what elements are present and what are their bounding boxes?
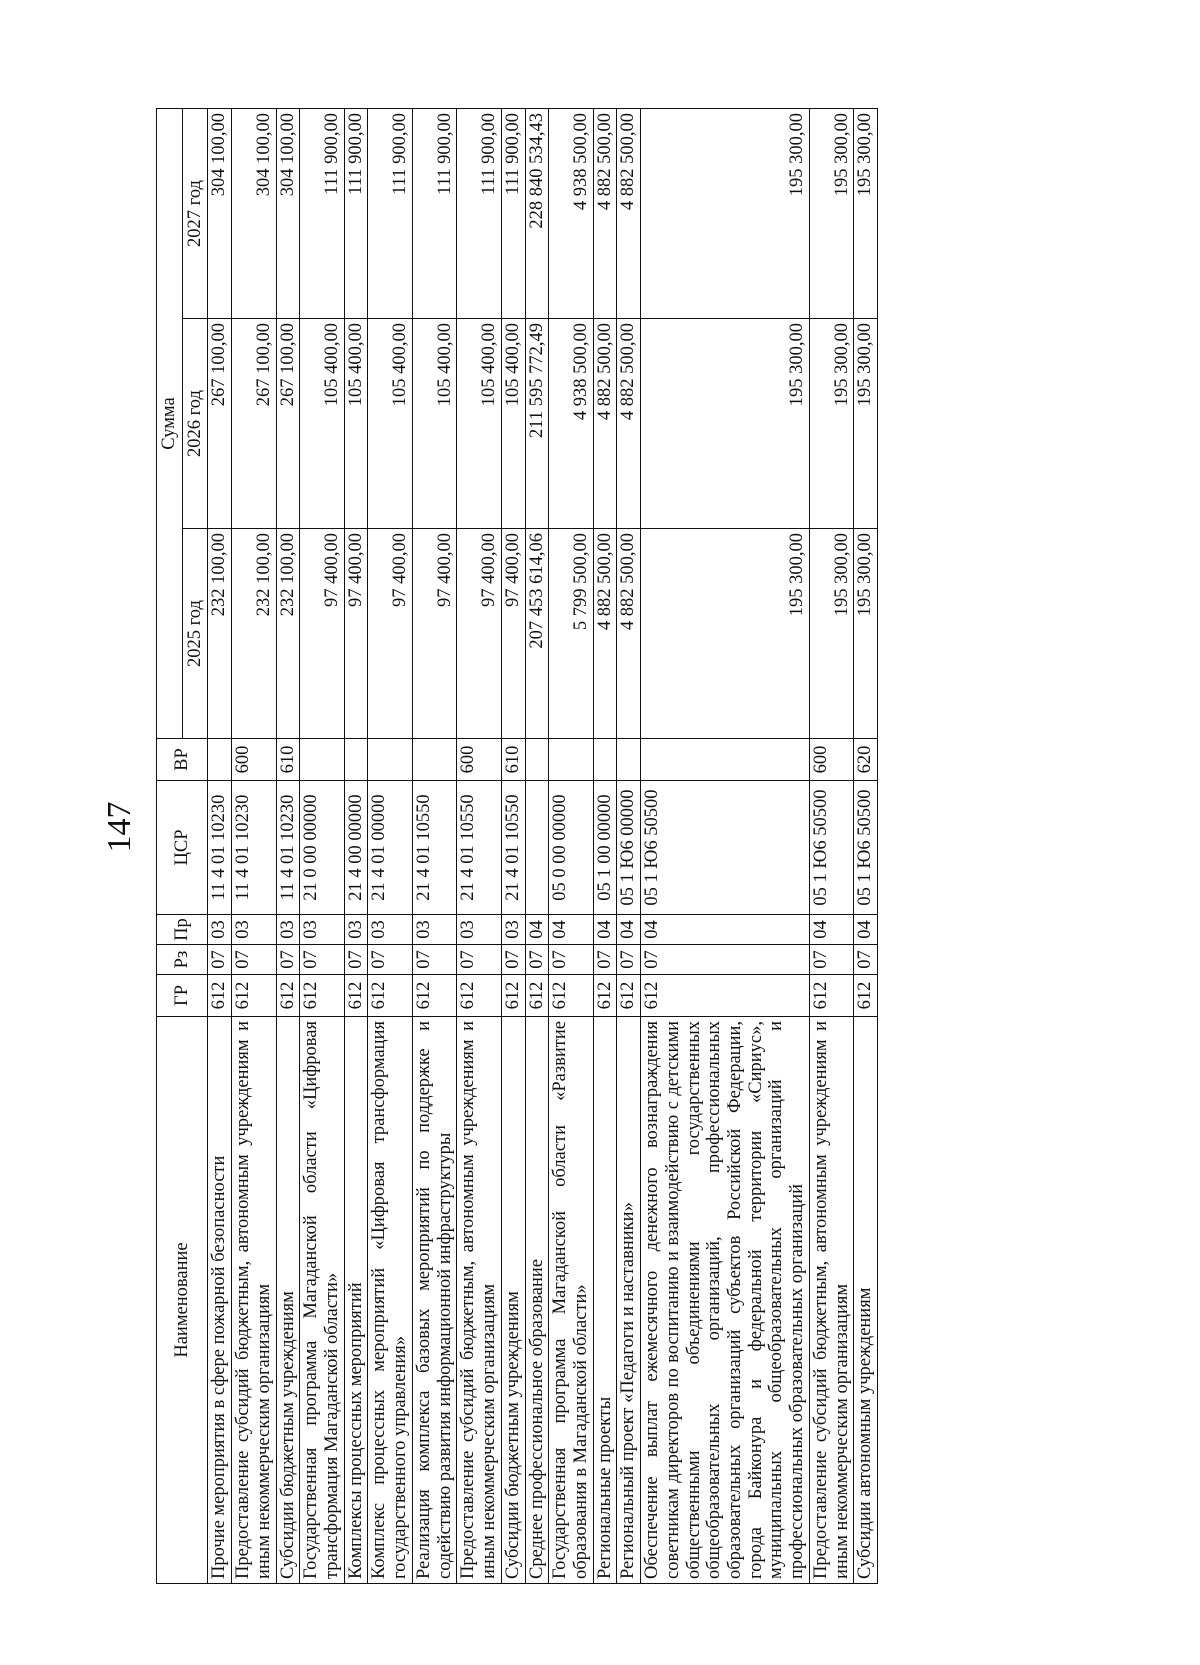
cell-gr: 612 bbox=[641, 975, 810, 1017]
cell-csr: 21 4 01 10550 bbox=[501, 781, 525, 915]
cell-vr bbox=[525, 739, 549, 781]
cell-csr: 21 4 01 00000 bbox=[368, 781, 412, 915]
cell-gr: 612 bbox=[593, 975, 617, 1017]
cell-pr: 03 bbox=[344, 915, 368, 945]
cell-csr: 21 4 00 00000 bbox=[344, 781, 368, 915]
cell-gr: 612 bbox=[300, 975, 344, 1017]
cell-vr: 620 bbox=[854, 739, 878, 781]
cell-pr: 03 bbox=[232, 915, 276, 945]
cell-rz: 07 bbox=[276, 945, 300, 975]
cell-csr: 11 4 01 10230 bbox=[276, 781, 300, 915]
cell-csr: 21 0 00 00000 bbox=[300, 781, 344, 915]
cell-rz: 07 bbox=[412, 945, 456, 975]
table-row bbox=[854, 108, 878, 1583]
cell-2027: 195 300,00 bbox=[641, 108, 810, 318]
cell-2025: 232 100,00 bbox=[232, 529, 276, 739]
cell-gr: 612 bbox=[344, 975, 368, 1017]
cell-gr: 612 bbox=[276, 975, 300, 1017]
cell-pr: 03 bbox=[300, 915, 344, 945]
table-row bbox=[412, 108, 456, 1583]
cell-2027: 111 900,00 bbox=[501, 108, 525, 318]
cell-name: Государственная программа Магаданской области «Развитие образования в Магаданской области» bbox=[549, 1017, 593, 1584]
cell-name: Государственная программа Магаданской области «Цифровая трансформация Магаданской области» bbox=[300, 1017, 344, 1584]
cell-pr: 04 bbox=[525, 915, 549, 945]
cell-gr: 612 bbox=[457, 975, 501, 1017]
cell-name: Предоставление субсидий бюджетным, автономным учреждениям и иным некоммерческим организациям bbox=[232, 1017, 276, 1584]
table-row bbox=[368, 108, 412, 1583]
cell-pr: 04 bbox=[617, 915, 641, 945]
cell-2025: 232 100,00 bbox=[276, 529, 300, 739]
cell-2027: 4 938 500,00 bbox=[549, 108, 593, 318]
cell-rz: 07 bbox=[501, 945, 525, 975]
table-row bbox=[344, 108, 368, 1583]
cell-2026: 195 300,00 bbox=[854, 319, 878, 529]
cell-vr bbox=[344, 739, 368, 781]
cell-2025: 97 400,00 bbox=[344, 529, 368, 739]
cell-2026: 105 400,00 bbox=[300, 319, 344, 529]
cell-pr: 04 bbox=[809, 915, 853, 945]
cell-2027: 111 900,00 bbox=[300, 108, 344, 318]
table-row bbox=[641, 108, 810, 1583]
cell-gr: 612 bbox=[854, 975, 878, 1017]
cell-rz: 07 bbox=[641, 945, 810, 975]
cell-name: Среднее профессиональное образование bbox=[525, 1017, 549, 1584]
cell-2026: 267 100,00 bbox=[208, 319, 232, 529]
cell-csr: 05 1 Ю6 50500 bbox=[641, 781, 810, 915]
header-name: Наименование bbox=[157, 1017, 208, 1584]
cell-csr: 21 4 01 10550 bbox=[457, 781, 501, 915]
cell-2027: 4 882 500,00 bbox=[593, 108, 617, 318]
table-row bbox=[617, 108, 641, 1583]
cell-csr bbox=[525, 781, 549, 915]
table-row bbox=[809, 108, 853, 1583]
cell-name: Комплексы процессных мероприятий bbox=[344, 1017, 368, 1584]
cell-rz: 07 bbox=[208, 945, 232, 975]
cell-rz: 07 bbox=[809, 945, 853, 975]
cell-gr: 612 bbox=[208, 975, 232, 1017]
cell-rz: 07 bbox=[854, 945, 878, 975]
header-2025: 2025 год bbox=[182, 529, 208, 739]
cell-name: Обеспечение выплат ежемесячного денежного вознаграждения советникам директоров по воспитанию и взаимодействию с детскими общественными объединениями государственных общеобразовательных организаций, профессиональных образовательных организаций субъектов Российской Федерации, города Байконура и федеральной территории «Сириус», муниципальных общеобразовательных организаций и профессиональных образовательных организаций bbox=[641, 1017, 810, 1584]
cell-gr: 612 bbox=[501, 975, 525, 1017]
cell-pr: 03 bbox=[501, 915, 525, 945]
cell-2025: 195 300,00 bbox=[809, 529, 853, 739]
cell-2025: 5 799 500,00 bbox=[549, 529, 593, 739]
cell-2027: 4 882 500,00 bbox=[617, 108, 641, 318]
cell-rz: 07 bbox=[549, 945, 593, 975]
cell-2026: 105 400,00 bbox=[501, 319, 525, 529]
cell-name: Реализация комплекса базовых мероприятий по поддержке и содействию развития информационной инфраструктуры bbox=[412, 1017, 456, 1584]
cell-pr: 04 bbox=[854, 915, 878, 945]
cell-2025: 4 882 500,00 bbox=[593, 529, 617, 739]
cell-csr: 05 0 00 00000 bbox=[549, 781, 593, 915]
cell-rz: 07 bbox=[344, 945, 368, 975]
cell-2027: 304 100,00 bbox=[208, 108, 232, 318]
cell-vr: 610 bbox=[276, 739, 300, 781]
cell-csr: 11 4 01 10230 bbox=[232, 781, 276, 915]
cell-vr: 600 bbox=[232, 739, 276, 781]
cell-csr: 05 1 Ю6 00000 bbox=[617, 781, 641, 915]
cell-rz: 07 bbox=[617, 945, 641, 975]
header-rz: Рз bbox=[157, 945, 208, 975]
cell-2027: 304 100,00 bbox=[232, 108, 276, 318]
table-row bbox=[593, 108, 617, 1583]
table-row bbox=[549, 108, 593, 1583]
cell-pr: 03 bbox=[368, 915, 412, 945]
cell-name: Региональные проекты bbox=[593, 1017, 617, 1584]
header-csr: ЦСР bbox=[157, 781, 208, 915]
cell-gr: 612 bbox=[412, 975, 456, 1017]
table-row bbox=[232, 108, 276, 1583]
cell-name: Прочие мероприятия в сфере пожарной безопасности bbox=[208, 1017, 232, 1584]
cell-2027: 111 900,00 bbox=[344, 108, 368, 318]
rotated-table-container bbox=[156, 109, 1056, 1584]
table-row bbox=[208, 108, 232, 1583]
cell-2025: 195 300,00 bbox=[854, 529, 878, 739]
cell-name: Комплекс процессных мероприятий «Цифровая трансформация государственного управления» bbox=[368, 1017, 412, 1584]
cell-vr: 610 bbox=[501, 739, 525, 781]
cell-csr: 21 4 01 10550 bbox=[412, 781, 456, 915]
cell-2026: 211 595 772,49 bbox=[525, 319, 549, 529]
cell-2025: 207 453 614,06 bbox=[525, 529, 549, 739]
cell-name: Субсидии бюджетным учреждениям bbox=[276, 1017, 300, 1584]
cell-pr: 04 bbox=[549, 915, 593, 945]
cell-2025: 4 882 500,00 bbox=[617, 529, 641, 739]
cell-rz: 07 bbox=[525, 945, 549, 975]
cell-vr bbox=[300, 739, 344, 781]
header-2026: 2026 год bbox=[182, 319, 208, 529]
cell-rz: 07 bbox=[232, 945, 276, 975]
cell-rz: 07 bbox=[593, 945, 617, 975]
cell-rz: 07 bbox=[457, 945, 501, 975]
cell-2026: 4 882 500,00 bbox=[617, 319, 641, 529]
cell-pr: 03 bbox=[412, 915, 456, 945]
cell-2025: 97 400,00 bbox=[457, 529, 501, 739]
cell-2026: 105 400,00 bbox=[344, 319, 368, 529]
cell-vr bbox=[208, 739, 232, 781]
cell-2026: 195 300,00 bbox=[641, 319, 810, 529]
cell-2025: 195 300,00 bbox=[641, 529, 810, 739]
cell-vr bbox=[641, 739, 810, 781]
cell-vr bbox=[412, 739, 456, 781]
cell-rz: 07 bbox=[368, 945, 412, 975]
cell-csr: 05 1 Ю6 50500 bbox=[809, 781, 853, 915]
cell-2027: 111 900,00 bbox=[412, 108, 456, 318]
cell-2025: 97 400,00 bbox=[501, 529, 525, 739]
table-row bbox=[276, 108, 300, 1583]
cell-pr: 03 bbox=[457, 915, 501, 945]
page-number: 147 bbox=[101, 801, 138, 853]
cell-gr: 612 bbox=[525, 975, 549, 1017]
table-row bbox=[300, 108, 344, 1583]
header-pr: Пр bbox=[157, 915, 208, 945]
cell-name: Субсидии автономным учреждениям bbox=[854, 1017, 878, 1584]
cell-rz: 07 bbox=[300, 945, 344, 975]
cell-vr: 600 bbox=[809, 739, 853, 781]
cell-2026: 105 400,00 bbox=[412, 319, 456, 529]
cell-2026: 267 100,00 bbox=[276, 319, 300, 529]
cell-vr bbox=[368, 739, 412, 781]
cell-2026: 267 100,00 bbox=[232, 319, 276, 529]
cell-gr: 612 bbox=[617, 975, 641, 1017]
table-row bbox=[525, 108, 549, 1583]
cell-gr: 612 bbox=[809, 975, 853, 1017]
cell-name: Предоставление субсидий бюджетным, автономным учреждениям и иным некоммерческим организациям bbox=[457, 1017, 501, 1584]
cell-vr: 600 bbox=[457, 739, 501, 781]
cell-pr: 04 bbox=[593, 915, 617, 945]
cell-2025: 97 400,00 bbox=[300, 529, 344, 739]
cell-vr bbox=[549, 739, 593, 781]
cell-2027: 228 840 534,43 bbox=[525, 108, 549, 318]
cell-vr bbox=[593, 739, 617, 781]
table-row bbox=[457, 108, 501, 1583]
cell-2027: 304 100,00 bbox=[276, 108, 300, 318]
cell-name: Субсидии бюджетным учреждениям bbox=[501, 1017, 525, 1584]
cell-csr: 05 1 00 00000 bbox=[593, 781, 617, 915]
cell-csr: 05 1 Ю6 50500 bbox=[854, 781, 878, 915]
header-vr: ВР bbox=[157, 739, 208, 781]
cell-2026: 105 400,00 bbox=[368, 319, 412, 529]
cell-2027: 195 300,00 bbox=[854, 108, 878, 318]
cell-pr: 03 bbox=[276, 915, 300, 945]
cell-vr bbox=[617, 739, 641, 781]
cell-2026: 4 882 500,00 bbox=[593, 319, 617, 529]
cell-2026: 105 400,00 bbox=[457, 319, 501, 529]
cell-2027: 111 900,00 bbox=[368, 108, 412, 318]
table-row bbox=[501, 108, 525, 1583]
cell-2025: 97 400,00 bbox=[368, 529, 412, 739]
cell-pr: 04 bbox=[641, 915, 810, 945]
budget-table bbox=[156, 108, 878, 1584]
cell-gr: 612 bbox=[232, 975, 276, 1017]
table-body bbox=[208, 108, 878, 1583]
cell-2027: 195 300,00 bbox=[809, 108, 853, 318]
cell-gr: 612 bbox=[368, 975, 412, 1017]
cell-2025: 232 100,00 bbox=[208, 529, 232, 739]
cell-2026: 4 938 500,00 bbox=[549, 319, 593, 529]
header-sum: Сумма bbox=[157, 108, 183, 738]
cell-2026: 195 300,00 bbox=[809, 319, 853, 529]
cell-csr: 11 4 01 10230 bbox=[208, 781, 232, 915]
header-gr: ГР bbox=[157, 975, 208, 1017]
cell-pr: 03 bbox=[208, 915, 232, 945]
cell-name: Предоставление субсидий бюджетным, автономным учреждениям и иным некоммерческим организациям bbox=[809, 1017, 853, 1584]
cell-2027: 111 900,00 bbox=[457, 108, 501, 318]
cell-2025: 97 400,00 bbox=[412, 529, 456, 739]
cell-gr: 612 bbox=[549, 975, 593, 1017]
cell-name: Региональный проект «Педагоги и наставники» bbox=[617, 1017, 641, 1584]
header-2027: 2027 год bbox=[182, 108, 208, 318]
